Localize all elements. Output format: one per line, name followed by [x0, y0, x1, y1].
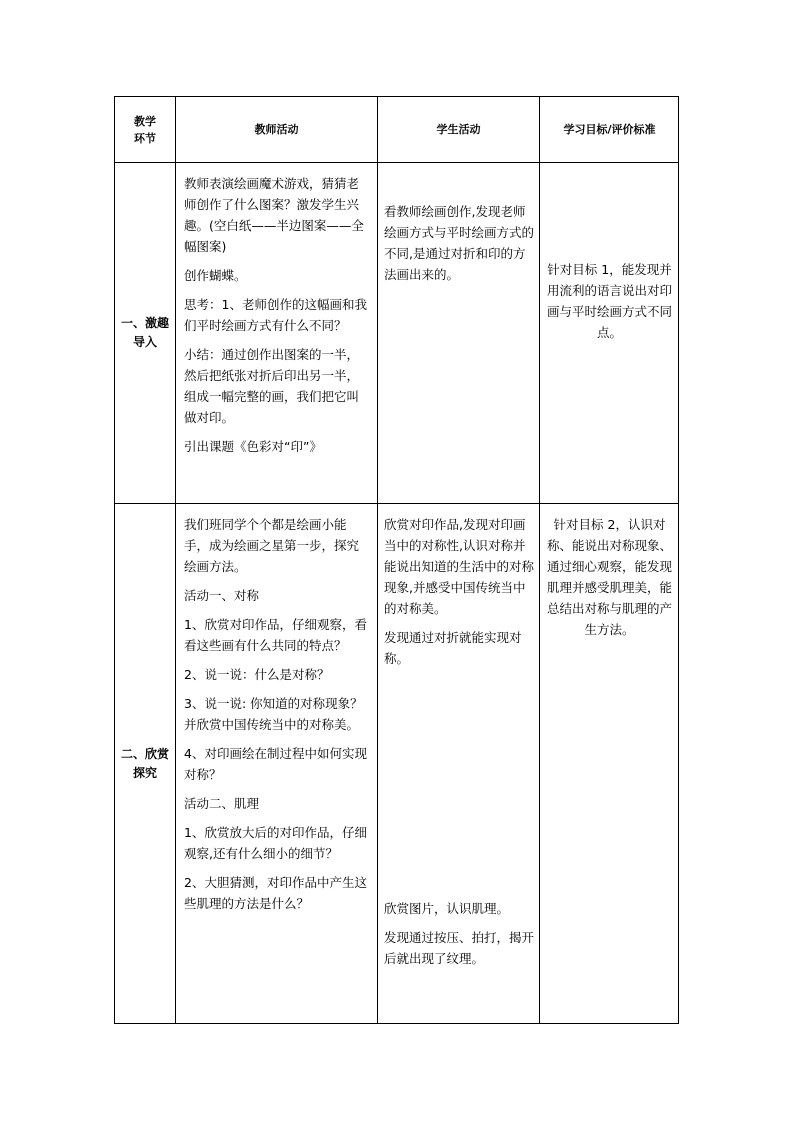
header-goal: 学习目标/评价标准 [563, 123, 656, 136]
student-paragraph: 看教师绘画创作,发现老师绘画方式与平时绘画方式的不同,是通过对折和印的方法画出来的。 [384, 204, 535, 282]
goal-text: 针对目标 1，能发现并用流利的语言说出对印画与平时绘画方式不同点。 [546, 262, 672, 340]
teacher-paragraph: 1、欣赏放大后的对印作品，仔细观察,还有什么细小的细节？ [184, 825, 367, 861]
student-paragraph: 欣赏对印作品,发现对印画当中的对称性,认识对称并能说出知道的生活中的对称现象,并感受中国传统当中的对称美。 [384, 517, 535, 616]
teacher-paragraph: 3、说一说: 你知道的对称现象？并欣赏中国传统当中的对称美。 [184, 696, 363, 732]
teacher-activity-explore [176, 504, 377, 922]
header-stage: 教学环节 [134, 114, 156, 145]
goal-text: 针对目标 2，认识对称、能说出对称现象、通过细心观察，能发现肌理并感受肌理美，能总结出对称与肌理的产生方法。 [546, 517, 672, 637]
header-student-activity: 学生活动 [436, 123, 481, 136]
student-paragraph: 发现通过对折就能实现对称。 [384, 630, 522, 666]
teacher-paragraph: 小结：通过创作出图案的一半，然后把纸张对折后印出另一半，组成一幅完整的画，我们把它叫做对印。 [184, 347, 360, 425]
teacher-paragraph: 我们班同学个个都是绘画小能手，成为绘画之星第一步，探究绘画方法。 [184, 517, 360, 574]
lesson-plan-table [114, 96, 679, 1024]
teacher-paragraph: 活动一、对称 [184, 588, 260, 603]
teacher-paragraph: 4、对印画绘在制过程中如何实现对称？ [184, 746, 367, 782]
teacher-paragraph: 1、欣赏对印作品，仔细观察，看看这些画有什么共同的特点？ [184, 617, 367, 653]
stage-intro: 一、激趣导入 [121, 316, 170, 349]
student-activity-texture [378, 898, 539, 977]
teacher-paragraph: 2、说一说：什么是对称？ [184, 667, 330, 682]
stage-explore: 二、欣赏探究 [121, 747, 170, 780]
header-teacher-activity: 教师活动 [254, 123, 299, 136]
teacher-paragraph: 思考：1、老师创作的这幅画和我们平时绘画方式有什么不同？ [184, 297, 367, 333]
teacher-paragraph: 创作蝴蝶。 [184, 268, 247, 283]
goal-explore [540, 504, 679, 648]
teacher-activity-intro [176, 163, 377, 465]
teacher-paragraph: 教师表演绘画魔术游戏，猜猜老师创作了什么图案？激发学生兴趣。(空白纸——半边图案——全幅图案) [184, 176, 364, 254]
student-activity-intro [378, 163, 539, 293]
teacher-paragraph: 2、大胆猜测，对印作品中产生这些肌理的方法是什么？ [184, 875, 367, 911]
student-paragraph: 发现通过按压、拍打，揭开后就出现了纹理。 [384, 930, 535, 966]
student-paragraph: 欣赏图片，认识肌理。 [384, 901, 510, 916]
goal-intro [540, 163, 679, 351]
student-activity-explore [378, 504, 539, 677]
teacher-paragraph: 活动二、肌理 [184, 796, 260, 811]
teacher-paragraph: 引出课题《色彩对“印”》 [184, 439, 322, 454]
